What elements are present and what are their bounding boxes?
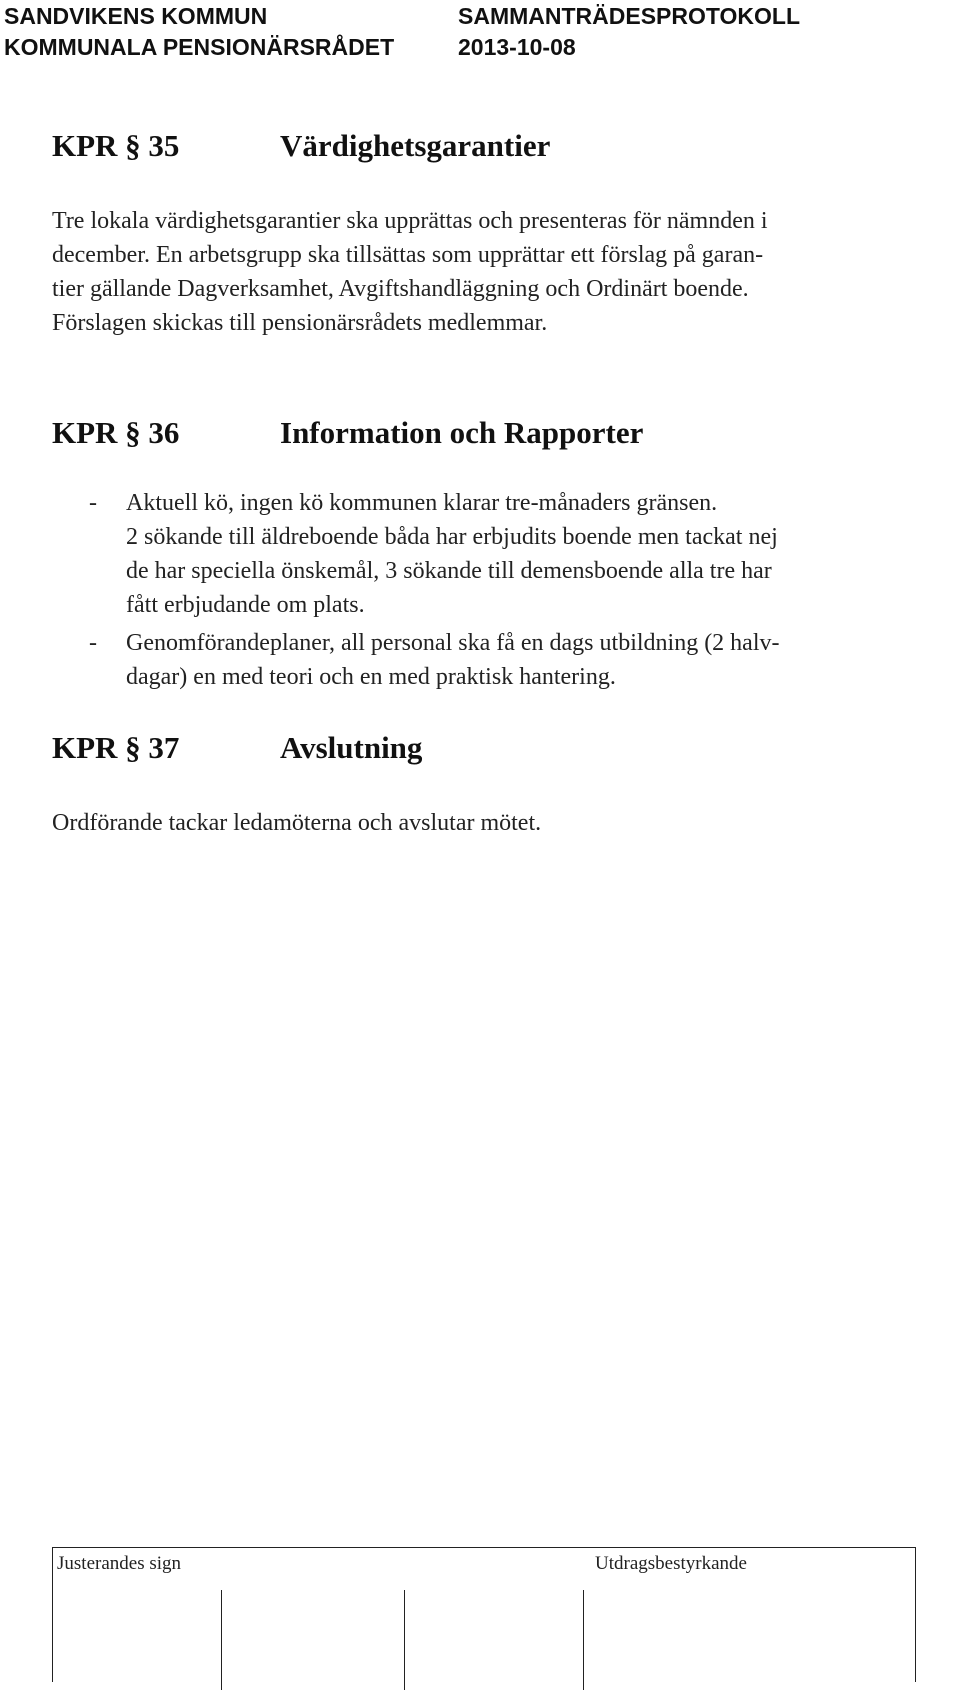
- bullet-line: fått erbjudande om plats.: [126, 592, 365, 618]
- section-number: KPR § 37: [52, 730, 180, 765]
- body-line: Ordförande tackar ledamöterna och avslutar mötet.: [52, 810, 542, 836]
- bullet-line: Aktuell kö, ingen kö kommunen klarar tre-månaders gränsen.: [126, 490, 718, 516]
- section-title: Värdighetsgarantier: [280, 128, 551, 163]
- section-title: Information och Rapporter: [280, 415, 644, 450]
- signature-divider: [583, 1590, 584, 1690]
- bullet-marker: -: [89, 630, 97, 656]
- signature-divider: [404, 1590, 405, 1690]
- bullet-line: 2 sökande till äldreboende båda har erbjudits boende men tackat nej: [126, 524, 778, 550]
- bullet-item: [52, 486, 952, 622]
- section-body: [52, 204, 952, 340]
- header-org: SANDVIKENS KOMMUN: [4, 3, 268, 29]
- bullet-line: Genomförandeplaner, all personal ska få en dags utbildning (2 halv-: [126, 630, 780, 656]
- signature-divider: [221, 1590, 222, 1690]
- bullet-line: de har speciella önskemål, 3 sökande till demensboende alla tre har: [126, 558, 772, 584]
- header-committee: KOMMUNALA PENSIONÄRSRÅDET: [4, 34, 395, 60]
- body-line: Förslagen skickas till pensionärsrådets medlemmar.: [52, 310, 548, 336]
- justerandes-sign-label: Justerandes sign: [57, 1553, 182, 1574]
- body-line: tier gällande Dagverksamhet, Avgiftshandläggning och Ordinärt boende.: [52, 276, 749, 302]
- utdragsbestyrkande-label: Utdragsbestyrkande: [595, 1553, 747, 1574]
- section-number: KPR § 35: [52, 128, 180, 163]
- bullet-line: dagar) en med teori och en med praktisk hantering.: [126, 664, 616, 690]
- body-line: december. En arbetsgrupp ska tillsättas som upprättar ett förslag på garan-: [52, 242, 764, 268]
- section-number: KPR § 36: [52, 415, 180, 450]
- bullet-marker: -: [89, 490, 97, 516]
- bullet-item: [52, 626, 952, 694]
- body-line: Tre lokala värdighetsgarantier ska upprättas och presenteras för nämnden i: [52, 208, 768, 234]
- signature-box: [52, 1547, 916, 1682]
- header-date: 2013-10-08: [458, 34, 576, 60]
- section-title: Avslutning: [280, 730, 423, 765]
- section-body: [52, 806, 952, 840]
- header-doc-type: SAMMANTRÄDESPROTOKOLL: [458, 3, 801, 29]
